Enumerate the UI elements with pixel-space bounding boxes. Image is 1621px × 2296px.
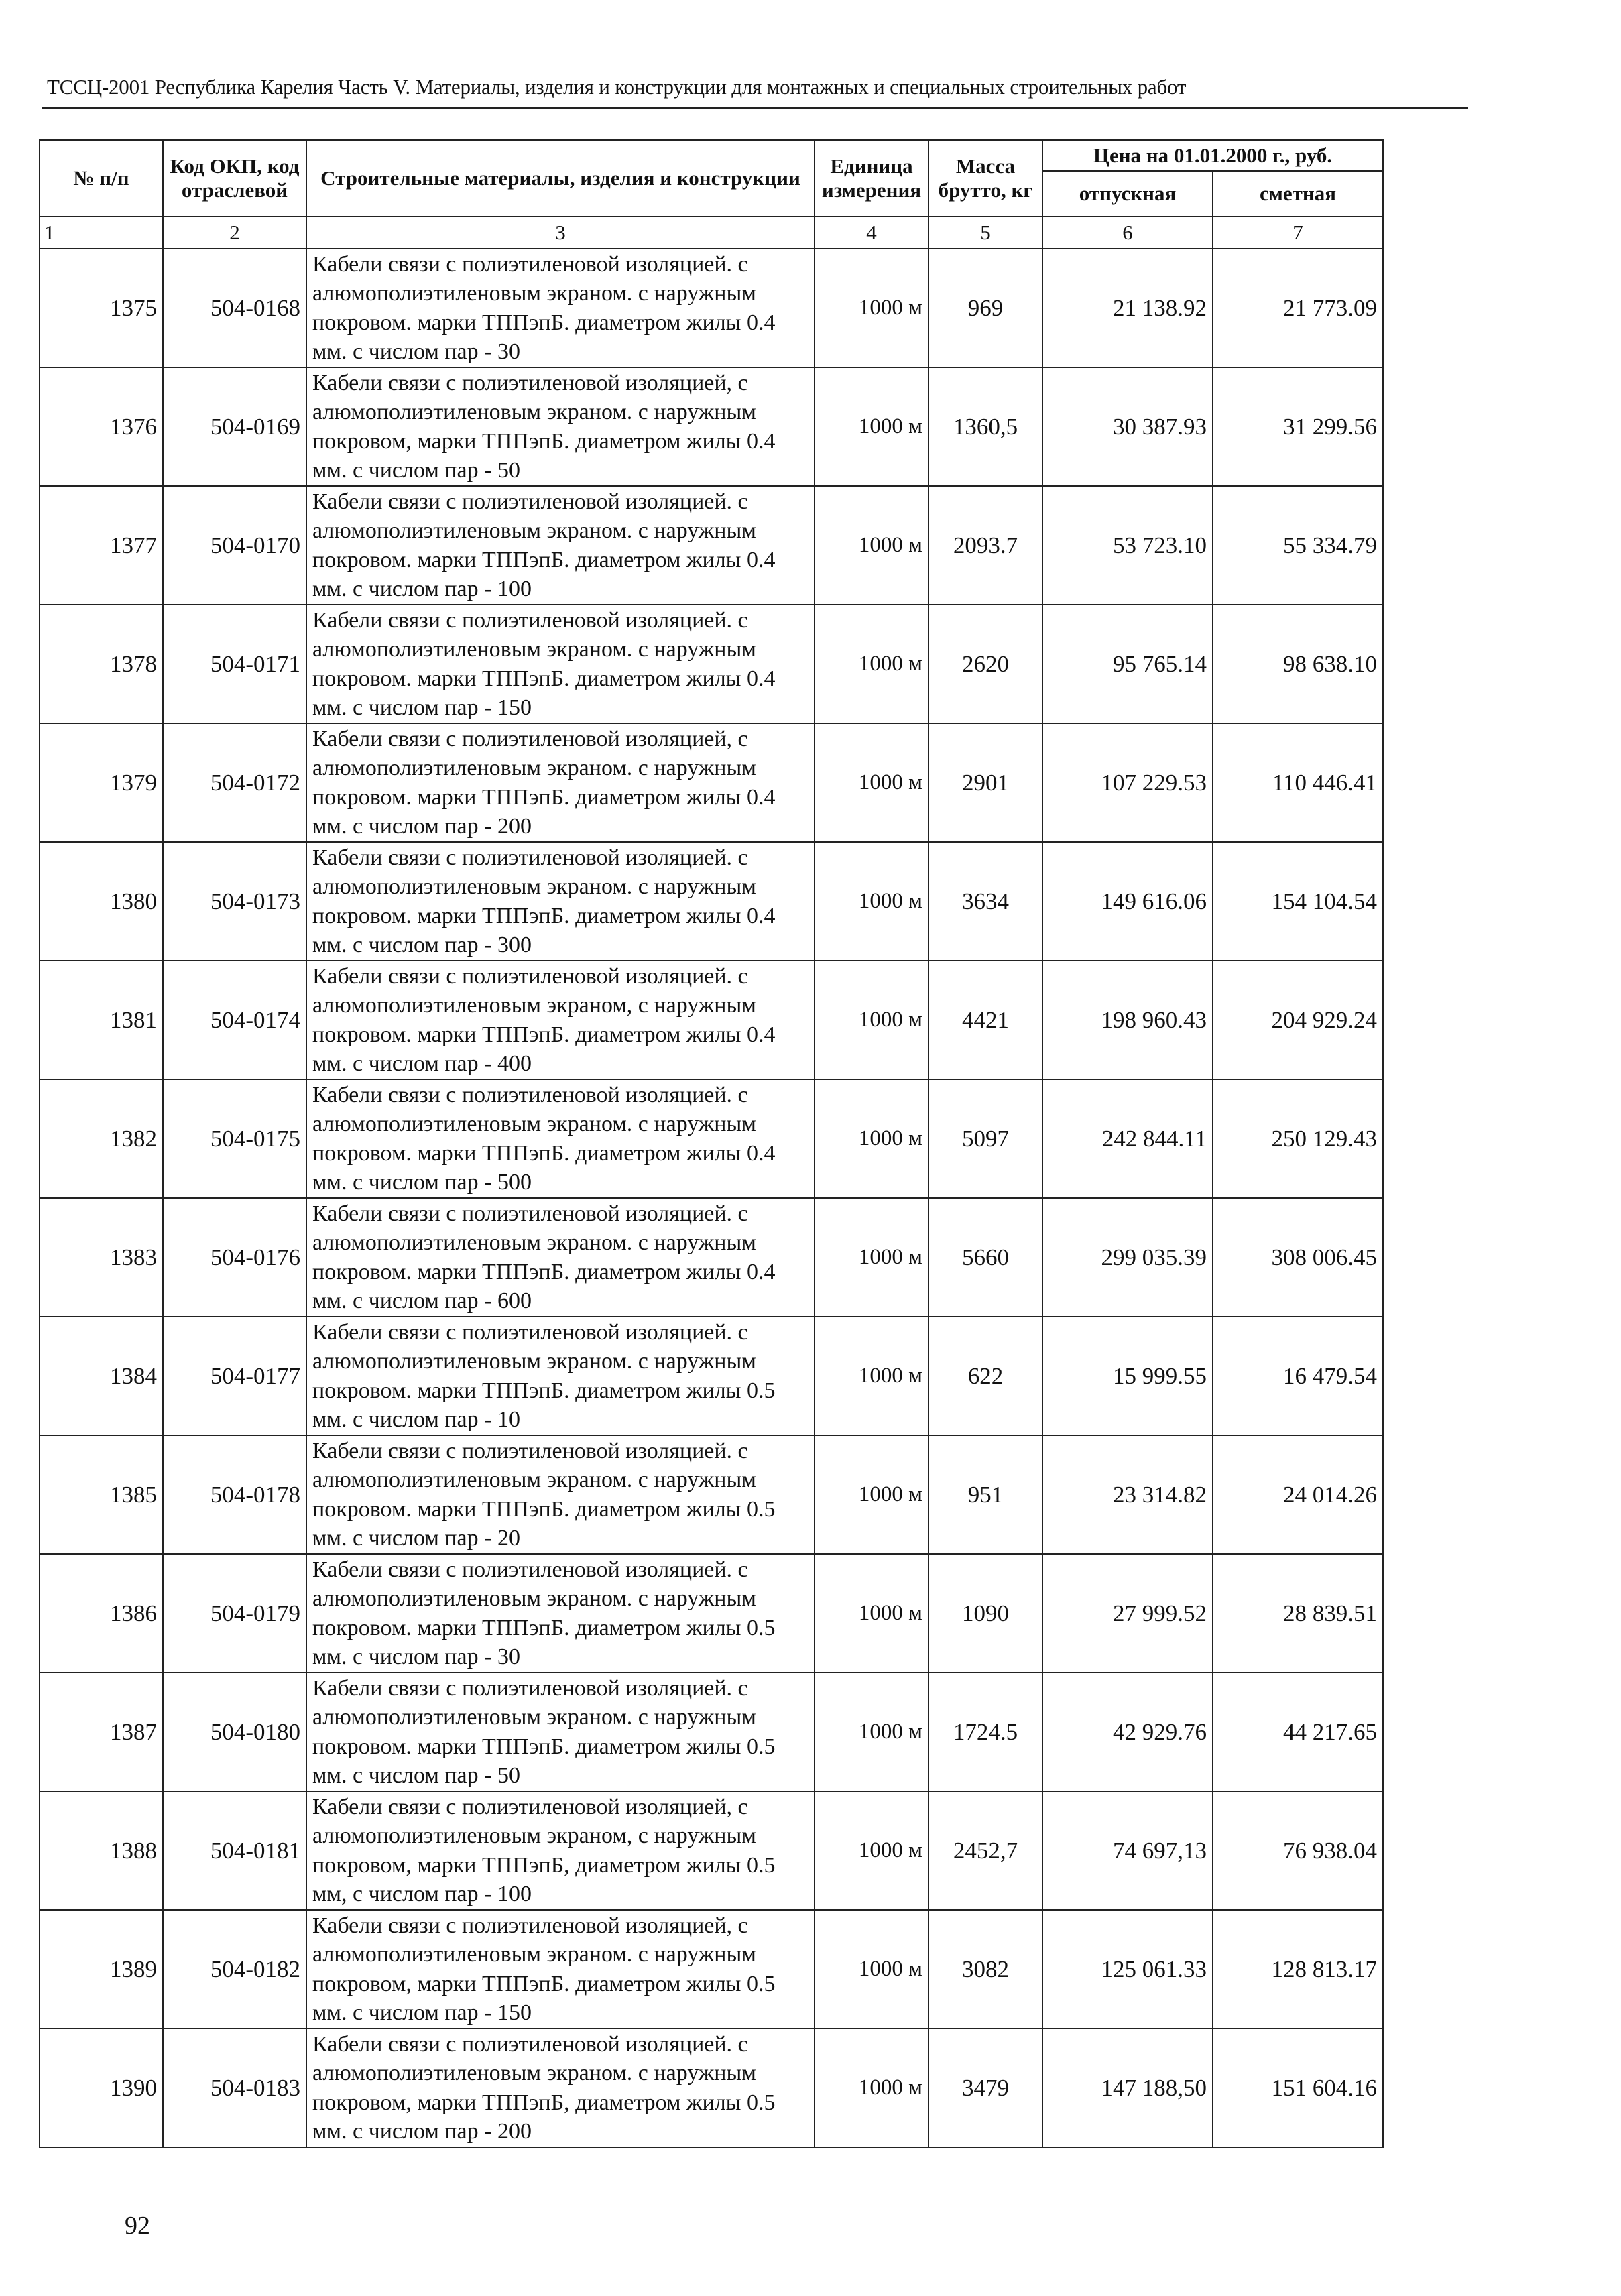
row-number: 1384: [40, 1317, 163, 1435]
table-row: [40, 1791, 1383, 1910]
running-header: ТССЦ-2001 Республика Карелия Часть V. Материалы, изделия и конструкции для монтажных и специальных строительных работ: [47, 75, 1187, 99]
row-description: Кабели связи с полиэтиленовой изоляцией, с алюмополиэтиленовым экраном. с наружным покровом. марки ТППэпБ. диаметром жилы 0.4 мм. с числом пар - 200: [306, 723, 815, 842]
row-price-release: 107 229.53: [1042, 723, 1213, 842]
row-price-estimate: 44 217.65: [1213, 1673, 1383, 1791]
row-unit: 1000 м: [815, 1079, 928, 1198]
row-price-release: 299 035.39: [1042, 1198, 1213, 1317]
header-price-estimate: сметная: [1213, 171, 1383, 217]
row-number: 1385: [40, 1435, 163, 1554]
row-code: 504-0182: [163, 1910, 306, 2029]
column-number: 3: [306, 217, 815, 249]
table-row: [40, 249, 1383, 367]
row-price-estimate: 24 014.26: [1213, 1435, 1383, 1554]
row-number: 1379: [40, 723, 163, 842]
row-mass: 622: [928, 1317, 1042, 1435]
row-price-estimate: 250 129.43: [1213, 1079, 1383, 1198]
header-price-group: Цена на 01.01.2000 г., руб.: [1042, 140, 1383, 171]
row-price-release: 27 999.52: [1042, 1554, 1213, 1673]
column-number-row: [40, 217, 1383, 249]
row-price-release: 149 616.06: [1042, 842, 1213, 961]
row-number: 1381: [40, 961, 163, 1079]
row-price-release: 125 061.33: [1042, 1910, 1213, 2029]
table-row: [40, 605, 1383, 723]
row-description: Кабели связи с полиэтиленовой изоляцией. с алюмополиэтиленовым экраном, с наружным покровом. марки ТППэпБ. диаметром жилы 0.4 мм. с числом пар - 400: [306, 961, 815, 1079]
row-price-estimate: 151 604.16: [1213, 2029, 1383, 2147]
row-mass: 3479: [928, 2029, 1042, 2147]
row-number: 1380: [40, 842, 163, 961]
row-number: 1375: [40, 249, 163, 367]
row-code: 504-0180: [163, 1673, 306, 1791]
row-mass: 1724.5: [928, 1673, 1042, 1791]
row-unit: 1000 м: [815, 2029, 928, 2147]
row-price-estimate: 28 839.51: [1213, 1554, 1383, 1673]
header-row: [40, 140, 1383, 171]
table-row: [40, 2029, 1383, 2147]
row-unit: 1000 м: [815, 1554, 928, 1673]
row-code: 504-0168: [163, 249, 306, 367]
header-code: Код ОКП, код отраслевой: [163, 140, 306, 217]
column-number: 7: [1213, 217, 1383, 249]
column-number: 5: [928, 217, 1042, 249]
row-mass: 2620: [928, 605, 1042, 723]
table-row: [40, 1079, 1383, 1198]
row-price-estimate: 31 299.56: [1213, 367, 1383, 486]
column-number: 6: [1042, 217, 1213, 249]
row-price-estimate: 128 813.17: [1213, 1910, 1383, 2029]
row-unit: 1000 м: [815, 605, 928, 723]
row-number: 1386: [40, 1554, 163, 1673]
row-unit: 1000 м: [815, 842, 928, 961]
row-price-release: 242 844.11: [1042, 1079, 1213, 1198]
column-number: 2: [163, 217, 306, 249]
row-unit: 1000 м: [815, 367, 928, 486]
row-code: 504-0173: [163, 842, 306, 961]
row-description: Кабели связи с полиэтиленовой изоляцией. с алюмополиэтиленовым экраном. с наружным покровом. марки ТППэпБ. диаметром жилы 0.5 мм. с числом пар - 10: [306, 1317, 815, 1435]
row-price-estimate: 55 334.79: [1213, 486, 1383, 605]
header-unit: Единица измерения: [815, 140, 928, 217]
header-mass: Масса брутто, кг: [928, 140, 1042, 217]
row-unit: 1000 м: [815, 1317, 928, 1435]
row-number: 1382: [40, 1079, 163, 1198]
price-table: [39, 139, 1384, 2148]
row-price-release: 30 387.93: [1042, 367, 1213, 486]
row-mass: 4421: [928, 961, 1042, 1079]
row-price-estimate: 76 938.04: [1213, 1791, 1383, 1910]
table-row: [40, 1435, 1383, 1554]
row-unit: 1000 м: [815, 723, 928, 842]
row-mass: 5660: [928, 1198, 1042, 1317]
row-description: Кабели связи с полиэтиленовой изоляцией. с алюмополиэтиленовым экраном. с наружным покровом. марки ТППэпБ. диаметром жилы 0.5 мм. с числом пар - 50: [306, 1673, 815, 1791]
row-code: 504-0170: [163, 486, 306, 605]
row-code: 504-0172: [163, 723, 306, 842]
table-row: [40, 842, 1383, 961]
header-rule: [42, 107, 1468, 109]
row-number: 1390: [40, 2029, 163, 2147]
row-description: Кабели связи с полиэтиленовой изоляцией, с алюмополиэтиленовым экраном, с наружным покровом, марки ТППэпБ, диаметром жилы 0.5 мм, с числом пар - 100: [306, 1791, 815, 1910]
row-code: 504-0178: [163, 1435, 306, 1554]
row-code: 504-0177: [163, 1317, 306, 1435]
row-price-estimate: 204 929.24: [1213, 961, 1383, 1079]
table-row: [40, 486, 1383, 605]
row-unit: 1000 м: [815, 486, 928, 605]
row-mass: 951: [928, 1435, 1042, 1554]
row-number: 1388: [40, 1791, 163, 1910]
row-description: Кабели связи с полиэтиленовой изоляцией. с алюмополиэтиленовым экраном. с наружным покровом, марки ТППэпБ, диаметром жилы 0.5 мм. с числом пар - 200: [306, 2029, 815, 2147]
row-unit: 1000 м: [815, 1673, 928, 1791]
row-code: 504-0171: [163, 605, 306, 723]
row-description: Кабели связи с полиэтиленовой изоляцией. с алюмополиэтиленовым экраном. с наружным покровом. марки ТППэпБ. диаметром жилы 0.4 мм. с числом пар - 600: [306, 1198, 815, 1317]
row-code: 504-0175: [163, 1079, 306, 1198]
row-code: 504-0183: [163, 2029, 306, 2147]
row-unit: 1000 м: [815, 1435, 928, 1554]
row-unit: 1000 м: [815, 1791, 928, 1910]
row-price-estimate: 154 104.54: [1213, 842, 1383, 961]
row-mass: 3082: [928, 1910, 1042, 2029]
row-price-release: 23 314.82: [1042, 1435, 1213, 1554]
table-row: [40, 1554, 1383, 1673]
row-description: Кабели связи с полиэтиленовой изоляцией. с алюмополиэтиленовым экраном. с наружным покровом. марки ТППэпБ. диаметром жилы 0.4 мм. с числом пар - 100: [306, 486, 815, 605]
row-mass: 2901: [928, 723, 1042, 842]
row-code: 504-0176: [163, 1198, 306, 1317]
row-number: 1376: [40, 367, 163, 486]
row-mass: 3634: [928, 842, 1042, 961]
table-row: [40, 1317, 1383, 1435]
row-price-release: 74 697,13: [1042, 1791, 1213, 1910]
column-number: 1: [40, 217, 163, 249]
table-row: [40, 723, 1383, 842]
row-unit: 1000 м: [815, 1910, 928, 2029]
row-price-release: 15 999.55: [1042, 1317, 1213, 1435]
row-price-release: 95 765.14: [1042, 605, 1213, 723]
row-mass: 1360,5: [928, 367, 1042, 486]
row-number: 1383: [40, 1198, 163, 1317]
row-mass: 1090: [928, 1554, 1042, 1673]
row-unit: 1000 м: [815, 1198, 928, 1317]
row-description: Кабели связи с полиэтиленовой изоляцией, с алюмополиэтиленовым экраном. с наружным покровом, марки ТППэпБ. диаметром жилы 0.4 мм. с числом пар - 50: [306, 367, 815, 486]
page-number: 92: [125, 2212, 150, 2240]
row-price-estimate: 98 638.10: [1213, 605, 1383, 723]
row-description: Кабели связи с полиэтиленовой изоляцией. с алюмополиэтиленовым экраном. с наружным покровом. марки ТППэпБ. диаметром жилы 0.4 мм. с числом пар - 30: [306, 249, 815, 367]
row-description: Кабели связи с полиэтиленовой изоляцией. с алюмополиэтиленовым экраном. с наружным покровом. марки ТППэпБ. диаметром жилы 0.4 мм. с числом пар - 150: [306, 605, 815, 723]
row-code: 504-0174: [163, 961, 306, 1079]
row-code: 504-0181: [163, 1791, 306, 1910]
row-unit: 1000 м: [815, 249, 928, 367]
row-description: Кабели связи с полиэтиленовой изоляцией. с алюмополиэтиленовым экраном. с наружным покровом. марки ТППэпБ. диаметром жилы 0.4 мм. с числом пар - 500: [306, 1079, 815, 1198]
row-price-release: 147 188,50: [1042, 2029, 1213, 2147]
header-price-release: отпускная: [1042, 171, 1213, 217]
row-price-release: 198 960.43: [1042, 961, 1213, 1079]
row-mass: 2452,7: [928, 1791, 1042, 1910]
row-description: Кабели связи с полиэтиленовой изоляцией. с алюмополиэтиленовым экраном. с наружным покровом. марки ТППэпБ. диаметром жилы 0.5 мм. с числом пар - 30: [306, 1554, 815, 1673]
row-number: 1377: [40, 486, 163, 605]
row-price-estimate: 16 479.54: [1213, 1317, 1383, 1435]
row-price-release: 42 929.76: [1042, 1673, 1213, 1791]
header-num: № п/п: [40, 140, 163, 217]
row-unit: 1000 м: [815, 961, 928, 1079]
row-price-estimate: 308 006.45: [1213, 1198, 1383, 1317]
table-body: [40, 249, 1383, 2147]
table-row: [40, 1910, 1383, 2029]
row-number: 1389: [40, 1910, 163, 2029]
row-mass: 969: [928, 249, 1042, 367]
table-row: [40, 1673, 1383, 1791]
row-mass: 2093.7: [928, 486, 1042, 605]
row-number: 1387: [40, 1673, 163, 1791]
table-row: [40, 1198, 1383, 1317]
header-desc: Строительные материалы, изделия и конструкции: [306, 140, 815, 217]
row-price-release: 21 138.92: [1042, 249, 1213, 367]
row-price-estimate: 21 773.09: [1213, 249, 1383, 367]
row-description: Кабели связи с полиэтиленовой изоляцией, с алюмополиэтиленовым экраном. с наружным покровом, марки ТППэпБ. диаметром жилы 0.5 мм. с числом пар - 150: [306, 1910, 815, 2029]
row-description: Кабели связи с полиэтиленовой изоляцией. с алюмополиэтиленовым экраном. с наружным покровом. марки ТППэпБ. диаметром жилы 0.4 мм. с числом пар - 300: [306, 842, 815, 961]
row-code: 504-0179: [163, 1554, 306, 1673]
table-row: [40, 961, 1383, 1079]
row-price-estimate: 110 446.41: [1213, 723, 1383, 842]
row-description: Кабели связи с полиэтиленовой изоляцией. с алюмополиэтиленовым экраном. с наружным покровом. марки ТППэпБ. диаметром жилы 0.5 мм. с числом пар - 20: [306, 1435, 815, 1554]
row-code: 504-0169: [163, 367, 306, 486]
table-row: [40, 367, 1383, 486]
row-number: 1378: [40, 605, 163, 723]
column-number: 4: [815, 217, 928, 249]
row-mass: 5097: [928, 1079, 1042, 1198]
row-price-release: 53 723.10: [1042, 486, 1213, 605]
